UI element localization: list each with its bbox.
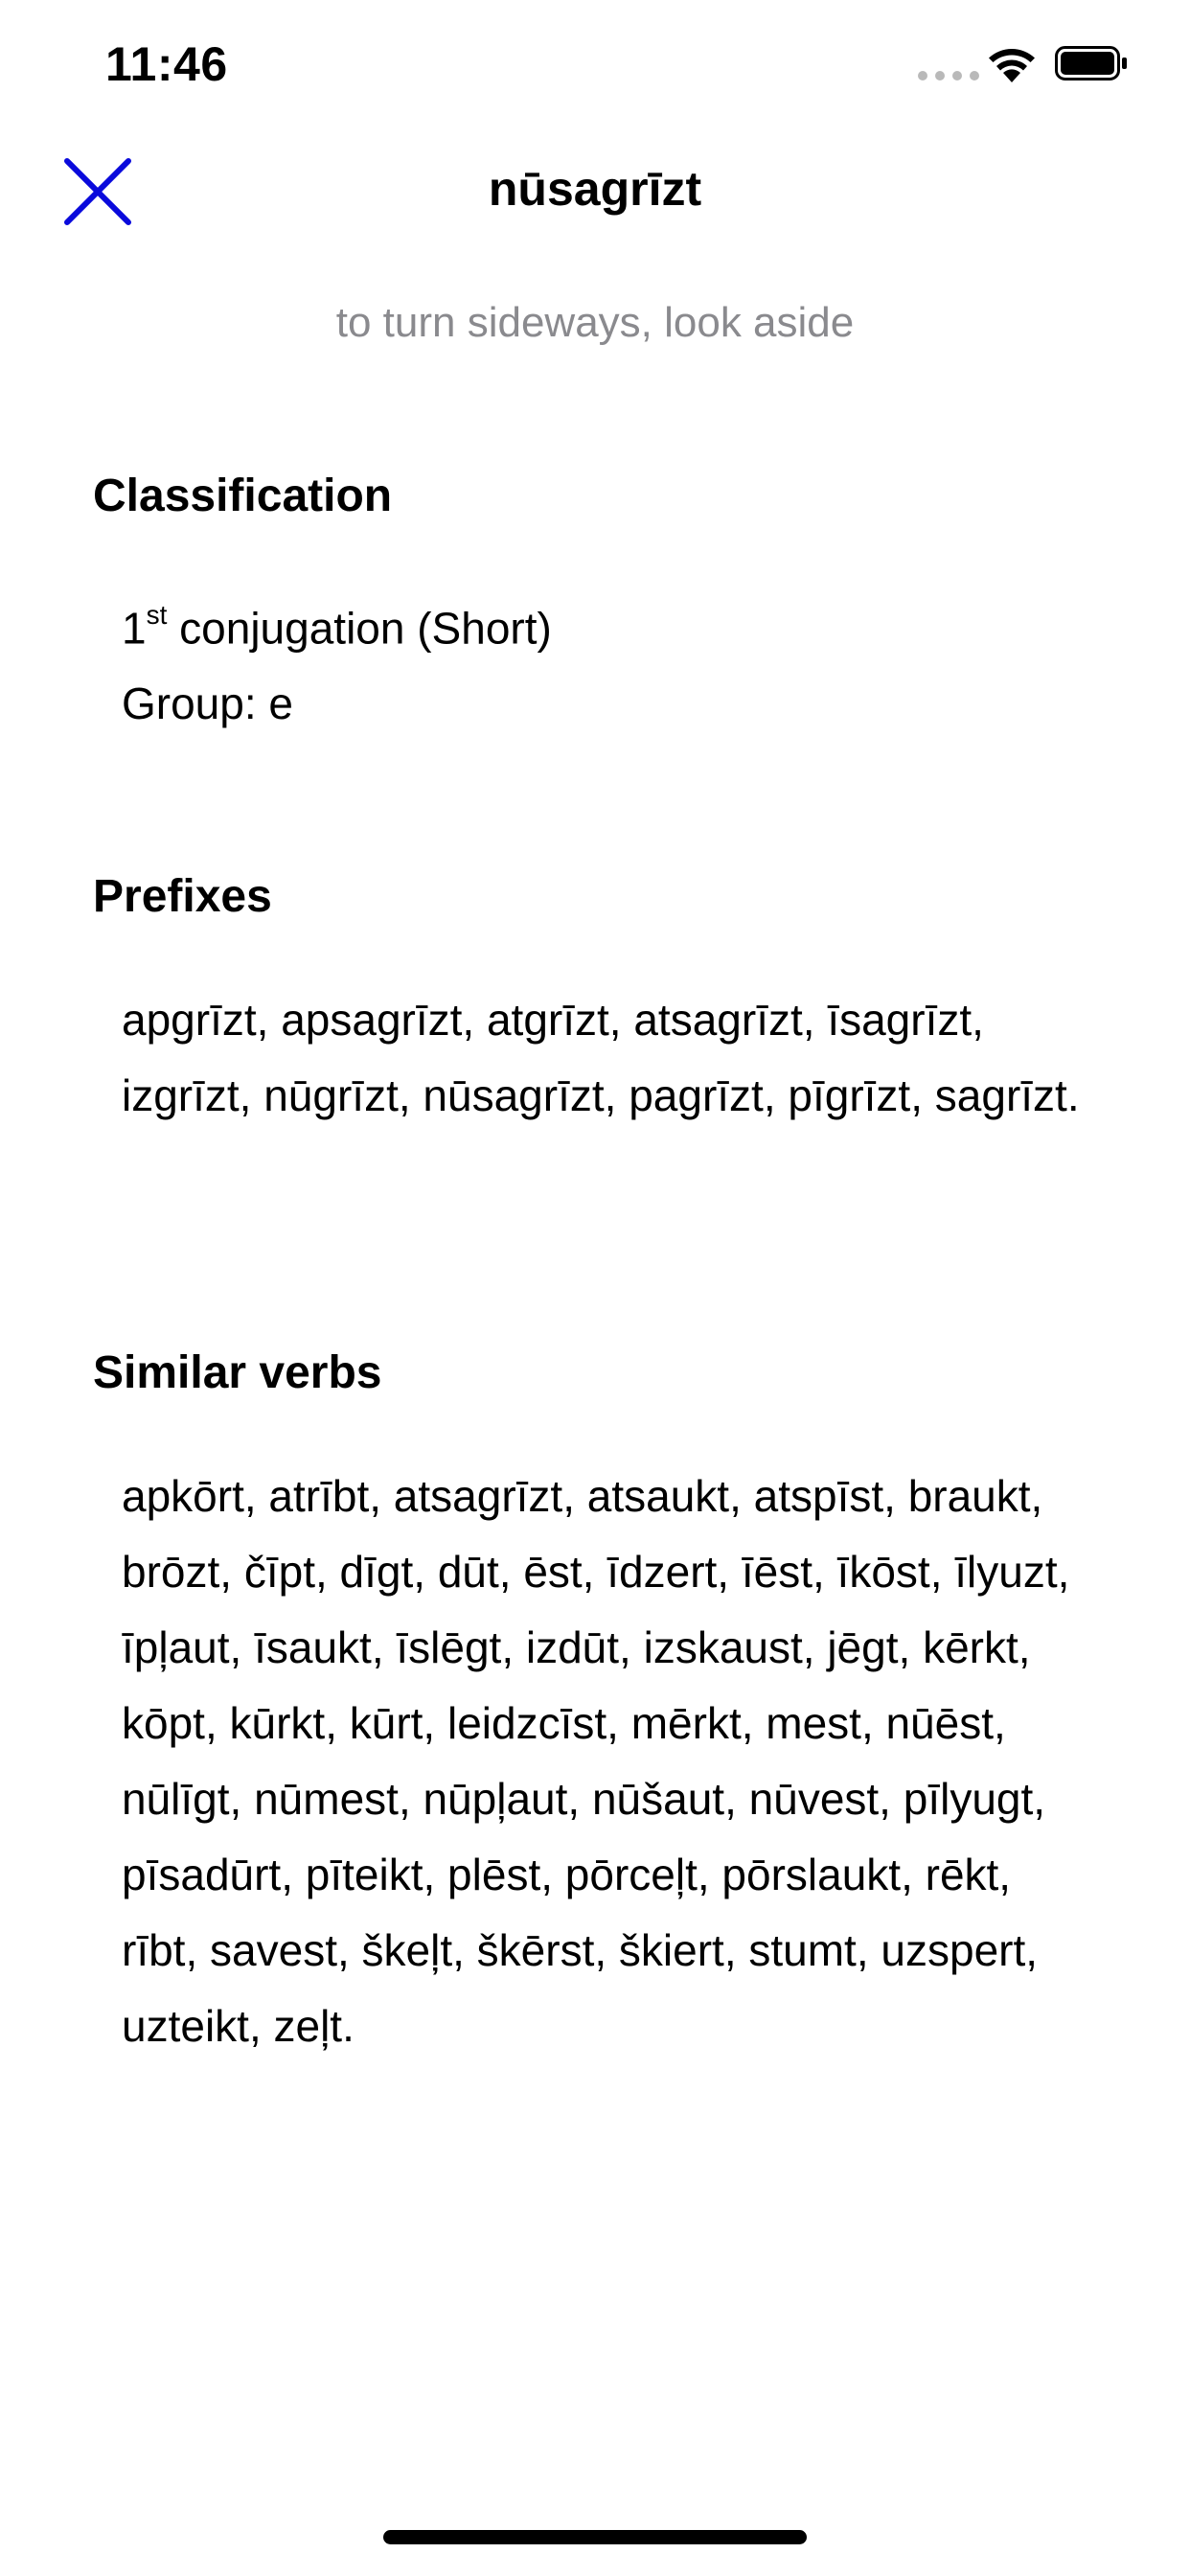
battery-icon (1055, 46, 1128, 80)
cellular-signal-icon (918, 71, 979, 80)
classification-heading: Classification (93, 471, 393, 521)
conjugation-number: 1 (122, 603, 147, 654)
prefixes-body: apgrīzt, apsagrīzt, atgrīzt, atsagrīzt, īsagrīzt, izgrīzt, nūgrīzt, nūsagrīzt, pagrīzt, pīgrīzt, sagrīzt. (122, 995, 1080, 1120)
wifi-icon (987, 44, 1037, 82)
similar-verbs-heading: Similar verbs (93, 1347, 382, 1398)
conjugation-text: conjugation (Short) (167, 603, 552, 654)
similar-verbs-body: apkōrt, atrībt, atsagrīzt, atsaukt, atspīst, braukt, brōzt, čīpt, dīgt, dūt, ēst, īdzert, īēst, īkōst, īlyuzt, īpļaut, īsaukt, īslēgt, izdūt, izskaust, jēgt, kērkt, kōpt, kūrkt, kūrt, leidzcīst, mērkt, mest, nūēst, nūlīgt, nūmest, nūpļaut, nūšaut, nūvest, pīlyugt, pīsadūrt, pīteikt, plēst, pōrceļt, pōrslaukt, rēkt, rībt, savest, škeļt, škērst, škiert, stumt, uzspert, uzteikt, zeļt. (122, 1471, 1070, 2051)
conjugation-suffix: st (146, 600, 168, 630)
page-title: nūsagrīzt (488, 162, 702, 216)
group-line: Group: e (122, 678, 293, 729)
status-bar (0, 0, 1190, 126)
translation-subtitle: to turn sideways, look aside (335, 299, 855, 346)
classification-body (122, 581, 1089, 742)
conjugation-line (122, 581, 1089, 666)
prefixes-heading: Prefixes (93, 871, 272, 922)
home-indicator[interactable] (383, 2530, 807, 2544)
status-time: 11:46 (105, 37, 228, 91)
